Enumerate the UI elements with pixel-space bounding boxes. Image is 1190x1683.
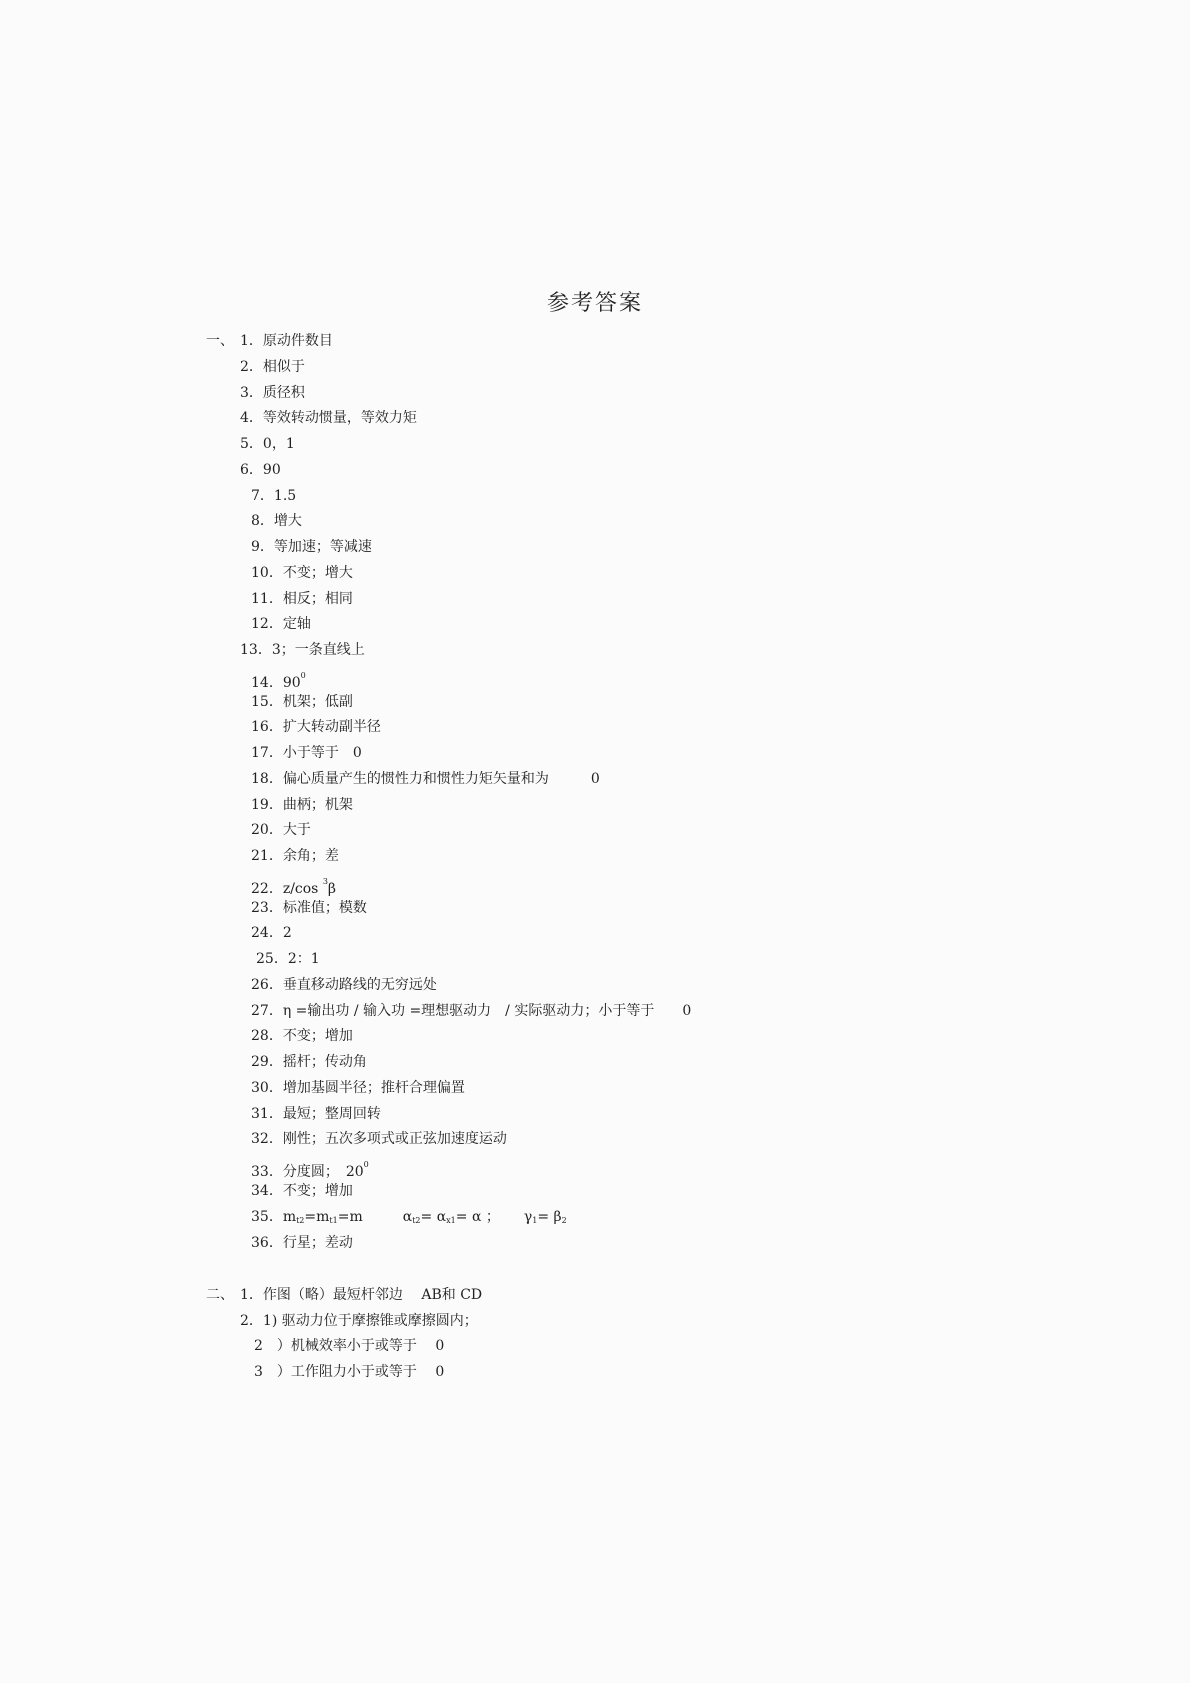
formula-part: =m xyxy=(304,1209,330,1225)
formula-part: α xyxy=(402,1209,413,1225)
answer-item: 6．90 xyxy=(240,462,281,478)
answer-text: 33．分度圆； 20 xyxy=(251,1164,364,1180)
answer-item: 20．大于 xyxy=(251,822,311,838)
formula-part: = β xyxy=(537,1209,562,1225)
answer-item: 1．作图（略）最短杆邻边 AB和 CD xyxy=(240,1287,483,1303)
answer-item: 30．增加基圆半径；推杆合理偏置 xyxy=(251,1080,465,1096)
answer-item: 4．等效转动惯量，等效力矩 xyxy=(240,410,417,426)
answer-item: 7．1.5 xyxy=(251,488,297,504)
answer-item: 5．0，1 xyxy=(240,436,295,452)
answer-item: 3．质径积 xyxy=(240,385,305,401)
answer-item: 13．3；一条直线上 xyxy=(240,642,365,658)
answer-item: 27．η =输出功 / 输入功 =理想驱动力 / 实际驱动力；小于等于 0 xyxy=(251,1003,692,1019)
formula-part: = α ； xyxy=(455,1209,500,1225)
formula-part: =m xyxy=(337,1209,363,1225)
subscript: x1 xyxy=(446,1216,456,1225)
subscript: 2 xyxy=(561,1216,567,1225)
answer-item: 32．刚性；五次多项式或正弦加速度运动 xyxy=(251,1131,507,1147)
degree-superscript: 0 xyxy=(300,671,306,680)
answer-item-14 xyxy=(251,666,306,693)
subscript: t1 xyxy=(329,1216,338,1225)
answer-item: 21．余角；差 xyxy=(251,848,339,864)
degree-superscript: 0 xyxy=(363,1160,369,1169)
answer-item-35 xyxy=(251,1207,567,1231)
answer-item: 9．等加速；等减速 xyxy=(251,539,372,555)
answer-item-33 xyxy=(251,1155,369,1182)
answer-item: 26．垂直移动路线的无穷远处 xyxy=(251,977,437,993)
section-1-marker: 一、 xyxy=(206,333,234,349)
subscript: t2 xyxy=(412,1216,421,1225)
answer-item: 2．1) 驱动力位于摩擦锥或摩擦圆内； xyxy=(240,1313,478,1329)
answer-item: 16．扩大转动副半径 xyxy=(251,719,381,735)
answer-item: 18．偏心质量产生的惯性力和惯性力矩矢量和为 0 xyxy=(251,771,600,787)
answer-item: 12．定轴 xyxy=(251,616,311,632)
page-title: 参考答案 xyxy=(546,291,643,316)
answer-item: 8．增大 xyxy=(251,513,302,529)
answer-item: 17．小于等于 0 xyxy=(251,745,362,761)
answer-item: 19．曲柄；机架 xyxy=(251,797,353,813)
answer-item: 24．2 xyxy=(251,925,292,941)
answer-item: 3 ）工作阻力小于或等于 0 xyxy=(254,1364,445,1380)
formula-part: γ xyxy=(523,1209,533,1225)
answer-item: 23．标准值；模数 xyxy=(251,900,367,916)
answer-item: 2 ）机械效率小于或等于 0 xyxy=(254,1338,445,1354)
answer-item: 28．不变；增加 xyxy=(251,1028,353,1044)
answer-item: 36．行星；差动 xyxy=(251,1235,353,1251)
answer-item-22 xyxy=(251,872,336,899)
cube-superscript: 3 xyxy=(322,877,328,886)
answer-item: 1．原动件数目 xyxy=(240,333,333,349)
beta-symbol: β xyxy=(327,881,337,897)
answer-item: 15．机架；低副 xyxy=(251,694,353,710)
answer-item: 34．不变；增加 xyxy=(251,1183,353,1199)
formula-part: = α xyxy=(420,1209,447,1225)
section-2-marker: 二、 xyxy=(206,1287,234,1303)
answer-item: 31．最短；整周回转 xyxy=(251,1106,381,1122)
subscript: 1 xyxy=(532,1216,538,1225)
answer-item: 11．相反；相同 xyxy=(251,591,353,607)
subscript: t2 xyxy=(296,1216,305,1225)
answer-item: 29．摇杆；传动角 xyxy=(251,1054,367,1070)
answer-item: 25．2：1 xyxy=(256,951,320,967)
answer-item: 10．不变；增大 xyxy=(251,565,353,581)
answer-text: 35．m xyxy=(251,1209,297,1225)
answer-text: 22．z/cos xyxy=(251,881,319,897)
answer-item: 2．相似于 xyxy=(240,359,305,375)
answer-text: 14．90 xyxy=(251,675,301,691)
